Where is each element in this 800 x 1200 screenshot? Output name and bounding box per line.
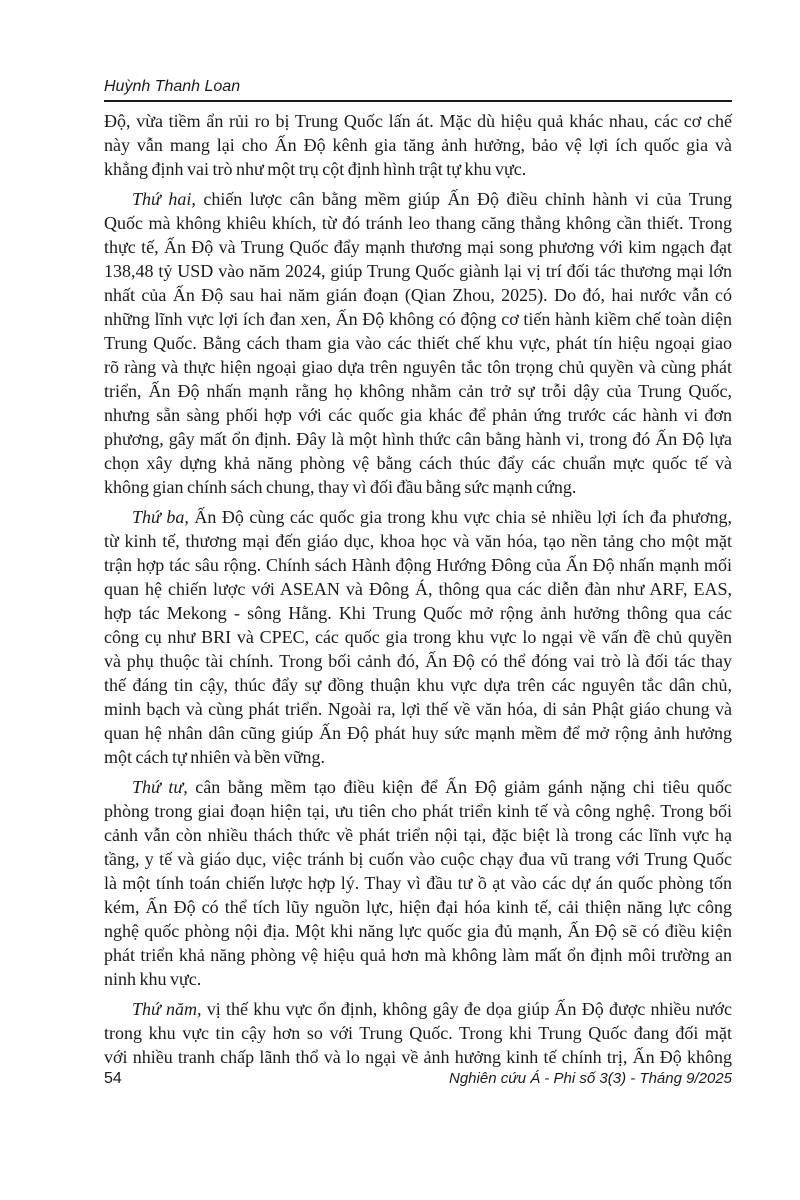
body-paragraph xyxy=(104,997,732,1069)
page-body xyxy=(104,109,732,1069)
body-line: thực tế, Ấn Độ và Trung Quốc đẩy mạnh thương mại song phương với kim ngạch đạt xyxy=(104,237,732,257)
body-line: từ kinh tế, thương mại đến giáo dục, khoa học và văn hóa, tạo nền tảng cho một mặt xyxy=(104,531,732,551)
body-line: với nhiều tranh chấp lãnh thổ và lo ngại về ảnh hưởng kinh tế chính trị, Ấn Độ không xyxy=(104,1047,732,1067)
body-line: và phụ thuộc tài chính. Trong bối cảnh đó, Ấn Độ có thể đóng vai trò là đối tác thay xyxy=(104,651,732,671)
body-line: Thứ tư, cân bằng mềm tạo điều kiện để Ấn Độ giảm gánh nặng chi tiêu quốc xyxy=(132,777,732,797)
body-line: công cụ như BRI và CPEC, các quốc gia trong khu vực lo ngại về vấn đề chủ quyền xyxy=(104,627,732,647)
running-header xyxy=(104,77,732,102)
body-line: Thứ năm, vị thế khu vực ổn định, không gây đe dọa giúp Ấn Độ được nhiều nước xyxy=(132,999,732,1019)
paragraph-lead: Thứ hai, xyxy=(132,189,196,209)
body-line: Trung Quốc. Bằng cách tham gia vào các thiết chế khu vực, phát tín hiệu ngoại giao xyxy=(104,333,732,353)
body-line: Độ, vừa tiềm ẩn rủi ro bị Trung Quốc lấn át. Mặc dù hiệu quả khác nhau, các cơ chế xyxy=(104,111,732,131)
body-line: trong khu vực tin cậy hơn so với Trung Quốc. Trong khi Trung Quốc đang đối mặt xyxy=(104,1023,732,1043)
body-line: trận hợp tác sâu rộng. Chính sách Hành động Hướng Đông của Ấn Độ nhấn mạnh mối xyxy=(104,555,732,575)
body-line: minh bạch và cùng phát triển. Ngoài ra, lợi thế về văn hóa, di sản Phật giáo chung và xyxy=(104,699,732,719)
body-line: kém, Ấn Độ có thể tích lũy nguồn lực, hiện đại hóa kinh tế, cải thiện năng lực công xyxy=(104,897,732,917)
body-line: triển, Ấn Độ nhấn mạnh rằng họ không nhằm cản trở sự trỗi dậy của Trung Quốc, xyxy=(104,381,732,401)
body-line: nghệ quốc phòng nội địa. Một khi năng lực quốc gia đủ mạnh, Ấn Độ sẽ có điều kiện xyxy=(104,921,732,941)
paragraph-lead: Thứ năm, xyxy=(132,999,202,1019)
body-line: 138,48 tỷ USD vào năm 2024, giúp Trung Quốc giành lại vị trí đối tác thương mại lớn xyxy=(104,261,732,281)
body-line: thế đáng tin cậy, thúc đẩy sự đồng thuận khu vực dựa trên các nguyên tắc dân chủ, xyxy=(104,675,732,695)
body-paragraph xyxy=(104,187,732,499)
body-line: rõ ràng và thực hiện ngoại giao dựa trên nguyên tắc tôn trọng chủ quyền và cùng phát xyxy=(104,357,732,377)
body-line: Thứ ba, Ấn Độ cùng các quốc gia trong khu vực chia sẻ nhiều lợi ích đa phương, xyxy=(132,507,732,527)
body-line: này vẫn mang lại cho Ấn Độ kênh gia tăng ảnh hưởng, bảo vệ lợi ích quốc gia và xyxy=(104,135,732,155)
body-line: hợp tác Mekong - sông Hằng. Khi Trung Quốc mở rộng ảnh hưởng thông qua các xyxy=(104,603,732,623)
body-line: cảnh vẫn còn nhiều thách thức về phát triển nội tại, đặc biệt là trong các lĩnh vực hạ xyxy=(104,825,732,845)
body-line: phương, gây mất ổn định. Đây là một hình thức cân bằng hành vi, trong đó Ấn Độ lựa xyxy=(104,429,732,449)
body-line: khẳng định vai trò như một trụ cột định hình trật tự khu vực. xyxy=(104,159,527,179)
body-line: Quốc mà không khiêu khích, từ đó tránh leo thang căng thẳng không cần thiết. Trong xyxy=(104,213,732,233)
paragraph-lead: Thứ ba, xyxy=(132,507,189,527)
body-line: nhất của Ấn Độ sau hai năm gián đoạn (Qian Zhou, 2025). Do đó, hai nước vẫn có xyxy=(104,285,732,305)
body-line: chọn xây dựng khả năng phòng vệ bằng cách thúc đẩy các chuẩn mực quốc tế và xyxy=(104,453,732,473)
body-line: quan hệ nhân dân cũng giúp Ấn Độ phát huy sức mạnh mềm để mở rộng ảnh hưởng xyxy=(104,723,732,743)
body-line: quan hệ chiến lược với ASEAN và Đông Á, thông qua các diễn đàn như ARF, EAS, xyxy=(104,579,732,599)
body-paragraph xyxy=(104,505,732,769)
body-line: ninh khu vực. xyxy=(104,969,202,989)
body-line: Thứ hai, chiến lược cân bằng mềm giúp Ấn Độ điều chỉnh hành vi của Trung xyxy=(132,189,732,209)
body-paragraph xyxy=(104,109,732,181)
page-footer xyxy=(104,1070,732,1088)
body-line: là một tính toán chiến lược hợp lý. Thay vì đầu tư ồ ạt vào các dự án quốc phòng tốn xyxy=(104,873,732,893)
body-line: một cách tự nhiên và bền vững. xyxy=(104,747,325,767)
body-line: nhưng sẵn sàng phối hợp với các quốc gia khác để phản ứng trước các hành vi đơn xyxy=(104,405,732,425)
body-line: phát triển khả năng phòng vệ hiệu quả hơn mà không làm mất ổn định môi trường an xyxy=(104,945,732,965)
body-paragraph xyxy=(104,775,732,991)
running-author: Huỳnh Thanh Loan xyxy=(104,78,241,95)
page-number: 54 xyxy=(104,1070,122,1087)
body-line: tầng, y tế và giáo dục, việc tránh bị cuốn vào cuộc chạy đua vũ trang với Trung Quốc xyxy=(104,849,732,869)
body-line: những lĩnh vực lợi ích đan xen, Ấn Độ không có động cơ tiến hành kiềm chế toàn diện xyxy=(104,309,732,329)
body-line: không gian chính sách chung, thay vì đối đầu bằng sức mạnh cứng. xyxy=(104,477,577,497)
body-line: phòng trong giai đoạn hiện tại, ưu tiên cho phát triển kinh tế và công nghệ. Trong bối xyxy=(104,801,732,821)
journal-info: Nghiên cứu Á - Phi số 3(3) - Tháng 9/2025 xyxy=(449,1070,732,1087)
paragraph-lead: Thứ tư, xyxy=(132,777,188,797)
